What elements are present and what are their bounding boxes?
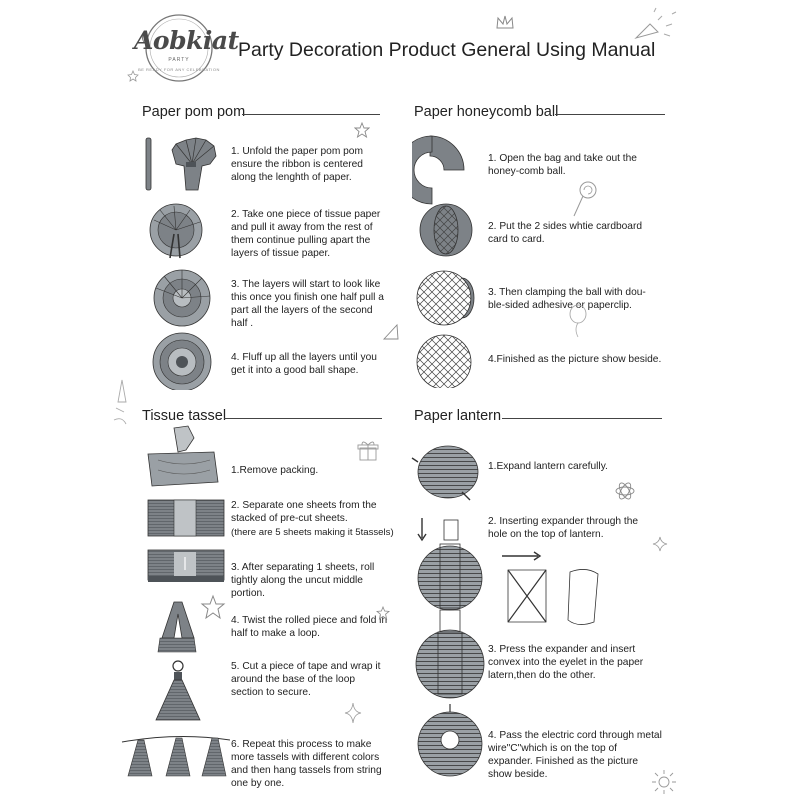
lantern-folded-icon: [412, 446, 478, 500]
lantern-press-expander-icon: [416, 610, 484, 698]
section-rule: [224, 418, 382, 419]
sparkle-icon: [652, 536, 668, 552]
honeycomb-step-1: 1. Open the bag and take out the honey-comb ball.: [488, 153, 637, 177]
sun-doodle-icon: [650, 768, 678, 796]
tassel-stacked-sheets-icon: [148, 500, 224, 536]
tassel-taped-icon: [156, 661, 200, 720]
page-title: Party Decoration Product General Using Manual: [238, 39, 656, 61]
tassel-loop-icon: [158, 602, 196, 652]
tassel-step-2-note: (there are 5 sheets making it 5tassels): [231, 527, 394, 538]
star-doodle-icon: [127, 70, 139, 82]
pompom-folded-icon: [146, 138, 216, 190]
lantern-expander-diagram-icon: [502, 552, 598, 625]
section-rule: [555, 114, 665, 115]
confetti-icon: [110, 378, 132, 432]
gift-icon: [356, 438, 380, 462]
tassel-step-2: 2. Separate one sheets from the stacked of pre-cut sheets.: [231, 500, 377, 524]
tassel-step-5: 5. Cut a piece of tape and wrap it around the base of the loop section to secure.: [231, 661, 381, 698]
party-hat-icon: [381, 322, 401, 342]
section-rule: [502, 418, 662, 419]
confetti-popper-icon: [628, 6, 684, 46]
tassel-step-1: 1.Remove packing.: [231, 465, 319, 476]
lantern-illustrations: [410, 438, 622, 780]
honeycomb-illustrations: [412, 128, 484, 388]
brand-ring-text: BE READY FOR ANY CELEBRATION: [138, 67, 220, 72]
honeycomb-step-4: 4.Finished as the picture show beside.: [488, 354, 662, 365]
honeycomb-finished-icon: [417, 335, 471, 388]
tassel-garland-icon: [122, 736, 230, 776]
honeycomb-clamped-icon: [417, 271, 474, 325]
tassel-rolled-sheet-icon: [148, 550, 224, 582]
balloon-icon: [566, 304, 590, 338]
section-heading-lantern: Paper lantern: [414, 408, 502, 424]
section-heading-pompom: Paper pom pom: [142, 104, 246, 120]
star-doodle-icon: [354, 122, 370, 138]
brand-tagline: PARTY: [168, 57, 190, 63]
brand-logo: [128, 12, 239, 84]
sparkle-icon: [344, 702, 362, 724]
lantern-step-4: 4. Pass the electric cord through metal wire"C"which is on the top of expander. Finished as the picture show beside.: [488, 730, 662, 780]
honeycomb-closed-icon: [412, 136, 464, 204]
tassel-step-6: 6. Repeat this process to make more tassels with different colors and then hang tassels from string one by one.: [231, 739, 382, 789]
honeycomb-step-2: 2. Put the 2 sides whtie cardboard card to card.: [488, 221, 643, 245]
honeycomb-step-3: 3. Then clamping the ball with dou-ble-sided adhesive or paperclip.: [488, 287, 646, 311]
section-heading-honeycomb: Paper honeycomb ball: [414, 104, 559, 120]
honeycomb-half-open-icon: [420, 204, 472, 256]
lantern-step-3: 3. Press the expander and insert convex into the eyelet in the paper latern,then do the other.: [488, 644, 644, 681]
tassel-package-icon: [148, 426, 218, 486]
star-doodle-icon: [376, 606, 390, 620]
pompom-illustrations: [140, 130, 232, 390]
section-heading-tassel: Tissue tassel: [142, 408, 227, 424]
lantern-step-1: 1.Expand lantern carefully.: [488, 461, 608, 472]
pompom-step-1: 1. Unfold the paper pom pom ensure the ribbon is centered along the lenghth of paper.: [231, 146, 363, 183]
atom-doodle-icon: [614, 480, 636, 502]
crown-icon: [495, 14, 515, 30]
pompom-step-2: 2. Take one piece of tissue paper and pull it away from the rest of them continue pulling apart the layers of tissue paper.: [231, 209, 381, 259]
tassel-step-3: 3. After separating 1 sheets, roll tightly along the uncut middle portion.: [231, 562, 375, 599]
pompom-three-quarter-icon: [154, 270, 210, 326]
lollipop-icon: [570, 180, 600, 220]
tassel-step-4: 4. Twist the rolled piece and fold in half to make a loop.: [231, 615, 388, 639]
pompom-step-3: 3. The layers will start to look like this once you finish one half pull a part all the layers of the second half .: [231, 279, 384, 329]
lantern-finished-icon: [418, 704, 482, 776]
section-rule: [242, 114, 380, 115]
pompom-half-icon: [150, 204, 202, 258]
pompom-ball-icon: [153, 333, 211, 390]
pompom-step-4: 4. Fluff up all the layers until you get it into a good ball shape.: [231, 352, 377, 376]
brand-name: Aobkiat: [134, 26, 239, 55]
lantern-expander-insert-icon: [418, 518, 482, 610]
lantern-step-2: 2. Inserting expander through the hole on the top of lantern.: [488, 516, 639, 540]
star-doodle-icon: [200, 594, 226, 620]
